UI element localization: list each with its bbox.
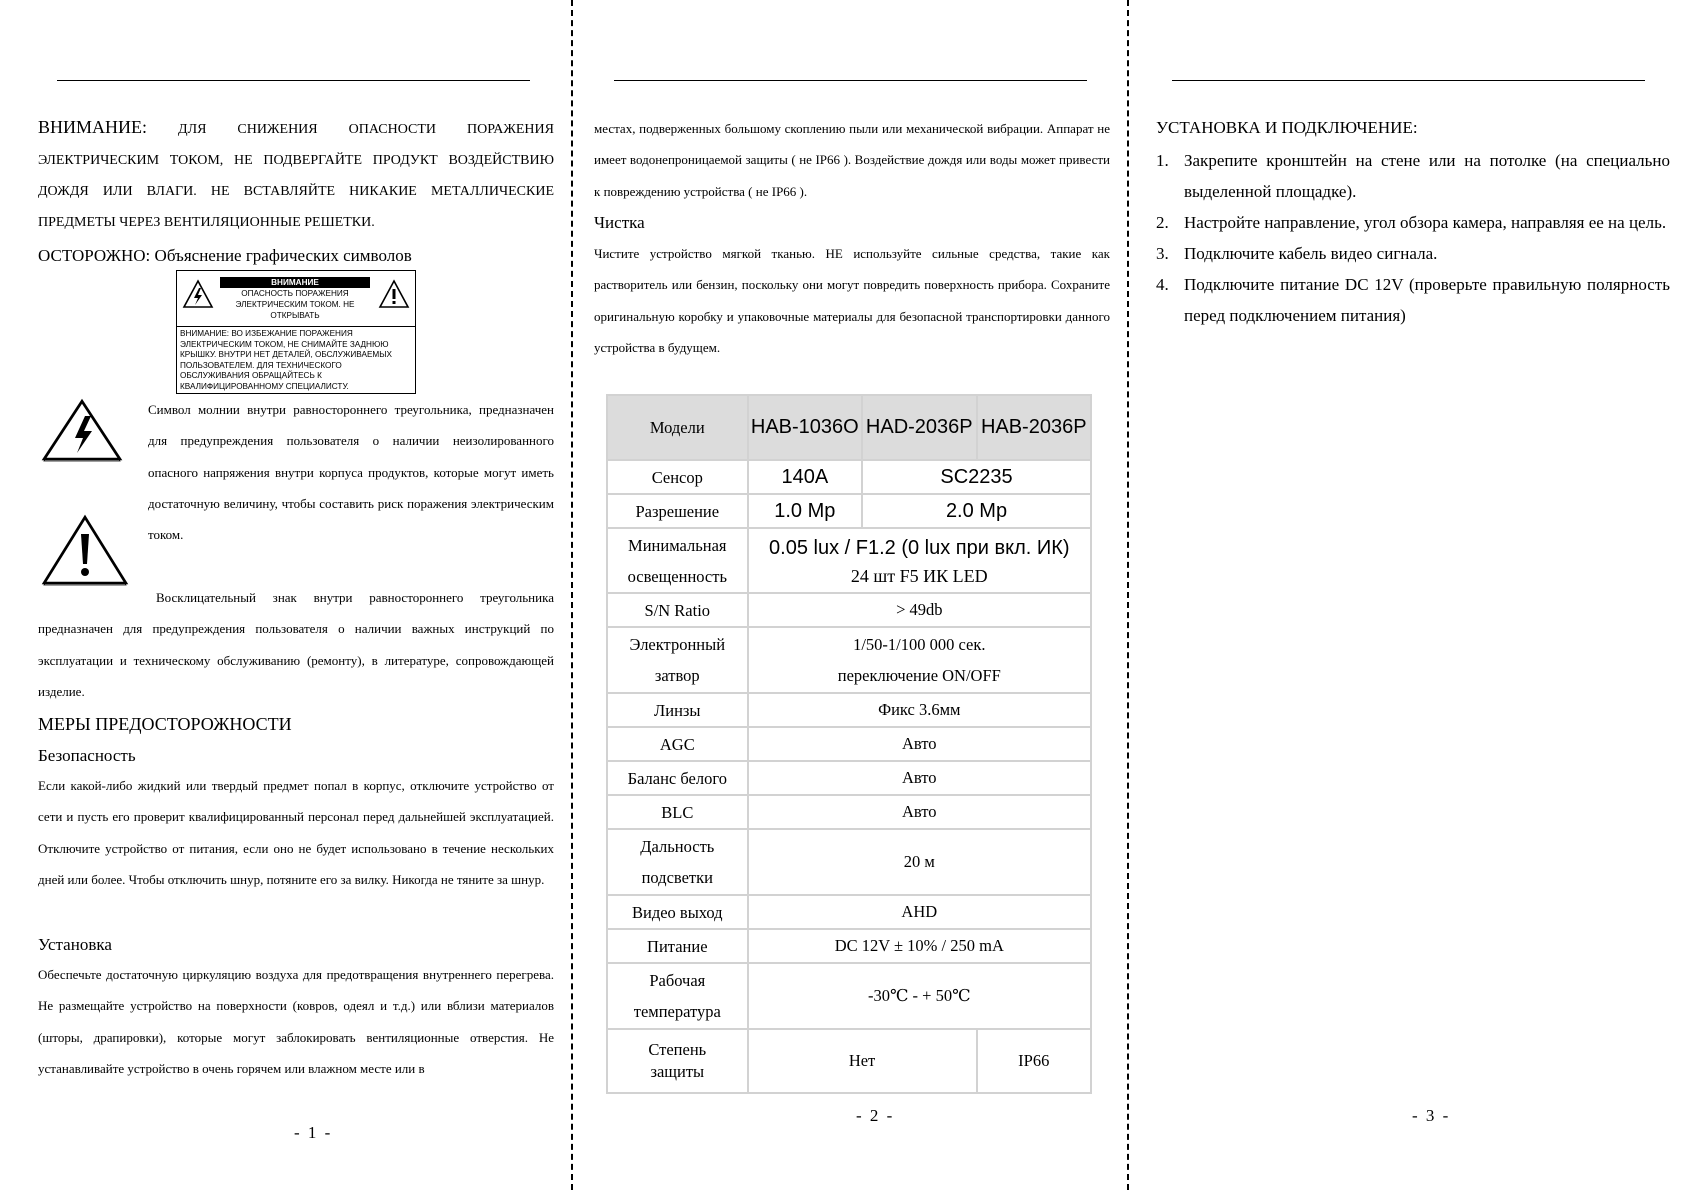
installation-steps <box>1156 145 1670 331</box>
shutter-label-line1: Электронный <box>629 635 726 654</box>
safety-heading: Безопасность <box>38 746 136 765</box>
table-row-resolution <box>607 494 1091 528</box>
step-text: Подключите питание DC 12V (проверьте правильную полярность перед подключением питания) <box>1184 275 1670 325</box>
list-item <box>1156 145 1670 207</box>
step-number: 3. <box>1156 244 1169 263</box>
warning-label-center <box>217 277 373 321</box>
table-row-video-output <box>607 895 1091 929</box>
warning-label-bottom-text: ВНИМАНИЕ: ВО ИЗБЕЖАНИЕ ПОРАЖЕНИЯ ЭЛЕКТРИЧЕСКИМ ТОКОМ, НЕ СНИМАЙТЕ ЗАДНЮЮ КРЫШКУ. ВНУТРИ НЕТ ДЕТАЛЕЙ, ОБСЛУЖИВАЕМЫХ ПОЛЬЗОВАТЕЛЕМ. ДЛЯ ТЕХНИЧЕСКОГО ОБСЛУЖИВАНИЯ ОБРАЩАЙТЕСЬ К КВАЛИФИЦИРОВАННОМУ СПЕЦИАЛИСТУ. <box>180 329 392 391</box>
illumination-value-line1: 0.05 lux / F1.2 (0 lux при вкл. ИК) <box>769 536 1070 559</box>
list-item <box>1156 238 1670 269</box>
resolution-value-b: 2.0 Mp <box>862 494 1091 528</box>
temperature-value: -30℃ - + 50℃ <box>748 963 1091 1029</box>
table-row-blc <box>607 795 1091 829</box>
agc-value: Авто <box>748 727 1091 761</box>
warning-text: ДЛЯ СНИЖЕНИЯ ОПАСНОСТИ ПОРАЖЕНИЯ ЭЛЕКТРИЧЕСКИМ ТОКОМ, НЕ ПОДВЕРГАЙТЕ ПРОДУКТ ВОЗДЕЙСТВИЮ ДОЖДЯ ИЛИ ВЛАГИ. НЕ ВСТАВЛЯЙТЕ НИКАКИЕ МЕТАЛЛИЧЕСКИЕ ПРЕДМЕТЫ ЧЕРЕЗ ВЕНТИЛЯЦИОННЫЕ РЕШЕТКИ. <box>38 122 554 230</box>
ir-range-label <box>607 829 748 895</box>
page-number-3: - 3 - <box>1412 1106 1451 1125</box>
illumination-value <box>748 528 1091 593</box>
power-value: DC 12V ± 10% / 250 mA <box>748 929 1091 963</box>
cleaning-text: Чистите устройство мягкой тканью. НЕ используйте сильные средства, такие как растворитель или бензин, поскольку они могут повредить поверхность прибора. Сохраните оригинальную коробку и упаковочные материалы для безопасной транспортировки данного устройства в будущем. <box>594 246 1110 355</box>
sn-ratio-label: S/N Ratio <box>607 593 748 627</box>
installation-heading: Установка <box>38 935 112 954</box>
warning-paragraph <box>38 112 554 238</box>
step-text: Настройте направление, угол обзора камера, направляя ее на цель. <box>1184 213 1667 232</box>
table-row-models <box>607 395 1091 460</box>
temperature-label-line1: Рабочая <box>649 971 706 990</box>
page-number-2: - 2 - <box>856 1106 895 1125</box>
cleaning-heading: Чистка <box>594 213 645 232</box>
shutter-value-line1: 1/50-1/100 000 сек. <box>853 635 986 654</box>
protection-label-line1: Степень <box>648 1040 707 1059</box>
step-text: Подключите кабель видео сигнала. <box>1184 244 1438 263</box>
sensor-value-b: SC2235 <box>862 460 1091 494</box>
shutter-label-line2: затвор <box>654 666 700 685</box>
page-1 <box>38 0 554 1190</box>
blc-value: Авто <box>748 795 1091 829</box>
sensor-label: Сенсор <box>607 460 748 494</box>
warning-lead: ВНИМАНИЕ: <box>38 117 148 137</box>
table-row-shutter <box>607 627 1091 693</box>
exclamation-triangle-icon <box>378 279 410 309</box>
lightning-symbol-icon <box>41 398 123 462</box>
video-output-value: AHD <box>748 895 1091 929</box>
page-3 <box>1156 0 1670 1190</box>
step-text: Закрепите кронштейн на стене или на потолке (на специально выделенной площадке). <box>1184 151 1670 201</box>
resolution-value-a: 1.0 Mp <box>748 494 862 528</box>
warning-label <box>176 270 416 394</box>
warning-label-top <box>177 271 415 327</box>
exclamation-explanation: Восклицательный знак внутри равностороннего треугольника предназначен для предупреждения пользователя о наличии важных инструкций по эксплуатации и техническому обслуживанию (ремонту), в литературе, сопровождающей изделие. <box>38 590 554 699</box>
table-row-lens <box>607 693 1091 727</box>
lightning-explanation: Символ молнии внутри равностороннего треугольника, предназначен для предупреждения пользователя о наличии неизолированного опасного напряжения внутри корпуса продуктов, которые могут иметь достаточную величину, чтобы составить риск поражения электрическим током. <box>148 402 554 543</box>
white-balance-value: Авто <box>748 761 1091 795</box>
table-row-power <box>607 929 1091 963</box>
safety-text: Если какой-либо жидкий или твердый предмет попал в корпус, отключите устройство от сети и пусть его проверит квалифицированный персонал перед дальнейшей эксплуатацией. Отключите устройство от питания, если оно не будет использовано в течение нескольких дней или более. Чтобы отключить шнур, потяните его за вилку. Никогда не тяните за шнур. <box>38 778 554 887</box>
step-number: 1. <box>1156 151 1169 170</box>
illumination-label-line2: освещенность <box>627 566 727 586</box>
illumination-label <box>607 528 748 593</box>
white-balance-label: Баланс белого <box>607 761 748 795</box>
illumination-label-line1: Минимальная <box>628 535 727 555</box>
page-2 <box>594 0 1110 1190</box>
warning-label-header: ВНИМАНИЕ <box>220 277 370 288</box>
resolution-label: Разрешение <box>607 494 748 528</box>
page-number-1: - 1 - <box>294 1123 333 1142</box>
table-row-illumination <box>607 528 1091 593</box>
shutter-value <box>748 627 1091 693</box>
continued-installation-text: местах, подверженных большому скоплению пыли или механической вибрации. Аппарат не имеет водонепроницаемой защиты ( не IP66 ). Воздействие дождя или воды может привести к повреждению устройства ( не IP66 ). <box>594 121 1110 199</box>
power-label: Питание <box>607 929 748 963</box>
temperature-label-line2: температура <box>633 1002 721 1021</box>
caution-text: Объяснение графических символов <box>154 246 412 265</box>
caution-lead: ОСТОРОЖНО: <box>38 246 151 265</box>
table-row-agc <box>607 727 1091 761</box>
video-output-label: Видео выход <box>607 895 748 929</box>
sensor-value-a: 140A <box>748 460 862 494</box>
models-label: Модели <box>607 395 748 460</box>
installation-connection-heading: УСТАНОВКА И ПОДКЛЮЧЕНИЕ: <box>1156 118 1418 137</box>
temperature-label <box>607 963 748 1029</box>
lightning-triangle-icon <box>182 279 214 309</box>
table-row-sensor <box>607 460 1091 494</box>
shutter-label <box>607 627 748 693</box>
model-1: HAB-1036O <box>748 395 862 460</box>
table-row-white-balance <box>607 761 1091 795</box>
ir-range-label-line2: подсветки <box>641 868 713 887</box>
ir-range-value: 20 м <box>748 829 1091 895</box>
table-row-temperature <box>607 963 1091 1029</box>
caution-heading <box>38 244 412 268</box>
illumination-value-line2: 24 шт F5 ИК LED <box>850 565 988 586</box>
sn-ratio-value: > 49db <box>748 593 1091 627</box>
blc-label: BLC <box>607 795 748 829</box>
protection-label-line2: защиты <box>650 1062 705 1081</box>
installation-text: Обеспечьте достаточную циркуляцию воздуха для предотвращения внутреннего перегрева. Не размещайте устройство на поверхности (ковров, одеял и т.д.) или вблизи материалов (шторы, драпировки), которые могут заблокировать вентиляционные отверстия. Не устанавливайте устройство в очень горячем или влажном месте или в <box>38 967 554 1076</box>
precautions-heading: МЕРЫ ПРЕДОСТОРОЖНОСТИ <box>38 714 292 734</box>
warning-label-top-text: ОПАСНОСТЬ ПОРАЖЕНИЯ ЭЛЕКТРИЧЕСКИМ ТОКОМ. НЕ ОТКРЫВАТЬ <box>235 289 355 320</box>
table-row-sn-ratio <box>607 593 1091 627</box>
lens-value: Фикс 3.6мм <box>748 693 1091 727</box>
exclamation-symbol-icon <box>41 514 129 586</box>
model-3: HAB-2036P <box>977 395 1091 460</box>
lens-label: Линзы <box>607 693 748 727</box>
protection-value-a: Нет <box>748 1029 977 1093</box>
protection-value-b: IP66 <box>977 1029 1091 1093</box>
fold-line-right <box>1127 0 1129 1190</box>
table-row-protection <box>607 1029 1091 1093</box>
list-item <box>1156 207 1670 238</box>
ir-range-label-line1: Дальность <box>640 837 715 856</box>
shutter-value-line2: переключение ON/OFF <box>837 666 1001 685</box>
step-number: 2. <box>1156 213 1169 232</box>
specifications-table <box>606 394 1092 1094</box>
protection-label <box>607 1029 748 1093</box>
model-2: HAD-2036P <box>862 395 976 460</box>
table-row-ir-range <box>607 829 1091 895</box>
fold-line-left <box>571 0 573 1190</box>
agc-label: AGC <box>607 727 748 761</box>
step-number: 4. <box>1156 275 1169 294</box>
list-item <box>1156 269 1670 331</box>
